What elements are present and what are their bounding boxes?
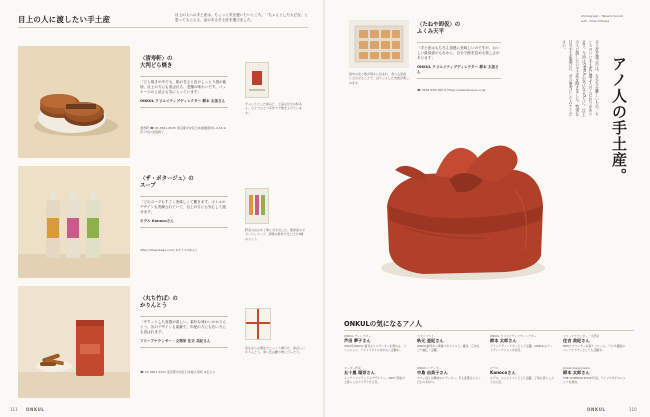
person-role: ONKUL クリエイティブディレクター	[490, 334, 537, 338]
person-bio: ブランドディレクターとして活躍。ONKULのアートディレクションを担当。	[490, 344, 553, 353]
person-role: スタイリスト	[417, 334, 434, 338]
item-3-shop: ☎ 03-3667-2411 東京都中央区日本橋人形町 ※缶入り	[140, 370, 216, 374]
item-1-shop: 清寿軒 ☎ 03-3661-0035 東京都中央区日本橋堀留町1-4-16 ※売り切れ次第終了	[140, 126, 227, 135]
person-bio: ONKUL創刊から専属スタイリスト。雑誌、広告などで幅広く活躍。	[417, 344, 480, 353]
section-title: 目上の人に渡したい手土産	[18, 15, 111, 24]
item-3-quote-text: 「ザクッとした食感が楽しい、素朴な味わいのかりんとう。缶のデザインも素敵で、年配の方にも若い方にも喜ばれます」	[140, 320, 227, 335]
right-item-side-note: 最中の皮と餡が別々に包まれ、食べる直前に合わせることで、ぱりっとした食感が楽しめます。	[349, 72, 409, 85]
person-bio: THE COMMON SHOP 代表。ライフスタイルショップを運営。	[563, 376, 626, 385]
item-2-quote	[140, 196, 228, 228]
item-3-person: フリーアナウンサー・文筆家 住吉 美紀さん	[140, 338, 211, 343]
feature-title: アノ人の手土産。	[610, 56, 628, 184]
right-item-person: ONKUL クリエイティブディレクター 柳本 太郎さん	[417, 64, 499, 74]
monaka-box-photo	[349, 20, 409, 68]
right-item-title-line-1: 〈たねや卸仮〉の	[417, 22, 461, 28]
right-item-title	[417, 22, 460, 36]
item-2-title-line-2: スープ	[140, 183, 156, 190]
left-footer-brand: ONKUL	[26, 407, 45, 412]
item-3-title-line-1: 〈丸ち竹ば〉の	[140, 296, 178, 302]
left-page-number: 111	[10, 407, 18, 412]
karinto-photo	[18, 286, 130, 398]
feature-intro-text: 手土産を選ぶのは、なかなか難しいもの。センスのいい手土産に選ぶ人のこだわりがあります。今回はONKULの気になる5人に、目上の人に渡したい手土産を聞きました。特別な日の手土産選びに、ぜひ参考にしてみてください。	[562, 40, 601, 117]
item-3-side-note: 昔ながらの製法でじっくり揚げた、香ばしいかりんとう。赤い缶は贈り物にぴったり。	[245, 346, 306, 355]
right-item-quote	[417, 42, 501, 79]
item-1-quote-text: 「どら焼きの中でも、餡の甘さと皮のしっとり感が絶妙。目上の方にも喜ばれる、老舗の味わいです。パッケージの上品さも気に入っています」	[140, 80, 227, 95]
monaka-box-illustration	[349, 20, 409, 68]
person-role: ボーダー作家	[344, 366, 361, 370]
item-3-quote	[140, 316, 228, 348]
credit-photograph: photograph : Takashi Suzuki	[581, 14, 624, 18]
person-card	[563, 366, 627, 384]
right-page	[325, 0, 650, 417]
right-item-quote-text: 「手土産はもちろん食感に美味しいのですが、おいしい最高級のもなかに、自分で餡を詰める楽しさがあります」	[417, 46, 500, 61]
item-2-side-note: 野菜の旨みを丁寧に引き出した、無添加のポタージュスープ。季節の素材で仕上げた3種のセット。	[245, 228, 306, 241]
karinto-gift-box-icon	[245, 308, 271, 340]
item-3-title-line-2: かりんとう	[140, 303, 167, 310]
potage-photo	[18, 166, 130, 278]
item-3-title	[140, 296, 178, 310]
person-card	[344, 366, 408, 384]
dorayaki-illustration	[18, 46, 130, 158]
item-1-title-line-1: 〈清寿軒〉の	[140, 56, 173, 62]
person-role: モデル	[490, 366, 499, 370]
person-role: ONKUL ディレクター	[344, 334, 371, 338]
furoshiki-wrapped-gift-illustration	[365, 110, 555, 288]
potage-bottles-illustration	[18, 166, 130, 278]
people-section-title: ONKULの気になるアノ人	[344, 320, 422, 328]
people-section-rule	[344, 330, 634, 331]
person-name: 芦田 夢子さん	[344, 338, 371, 343]
person-name: 柳本 太郎さん	[490, 338, 517, 343]
dorayaki-photo	[18, 46, 130, 158]
item-2-person: モデル Kanocoさん	[140, 218, 174, 223]
section-title-rule	[18, 27, 308, 28]
item-1-person: ONKUL クリエイティブディレクター 柳本 太郎さん	[140, 98, 226, 103]
furoshiki-photo	[365, 110, 555, 288]
photo-credit	[581, 14, 641, 23]
credit-edit: edit : Rina Ohkawa	[581, 18, 610, 23]
right-page-number: 110	[629, 407, 637, 412]
person-card	[490, 334, 554, 352]
person-bio: NHKアナウンサーを経てフリーに。ラジオ番組のパーソナリティとしても活躍中。	[563, 344, 625, 353]
item-1-title	[140, 56, 172, 70]
right-item-title-line-2: ふくみ天平	[417, 29, 444, 36]
person-card	[417, 366, 481, 384]
person-name: 中島 由美子さん	[417, 370, 448, 375]
item-2-title-line-1: 〈ザ・ポタージュ〉の	[140, 176, 194, 182]
person-bio: カフェ巡りが趣味のエディター。手土産選びにもこだわりを持つ。	[417, 376, 481, 385]
person-name: 五十嵐 瑠奈さん	[344, 370, 375, 375]
potage-box-icon	[245, 188, 269, 224]
person-bio: 2002年ONKUL 創刊よりエディターを務める。ファッション、ライフスタイルを中心に活動中。	[344, 344, 407, 353]
person-card	[490, 366, 554, 384]
karinto-can-illustration	[18, 286, 130, 398]
item-1-quote	[140, 76, 228, 108]
right-item-shop: ☎ 0120-559-160 ※ https://www.taneya.co.jp/	[417, 88, 486, 92]
person-name: 秋元 亜紀さん	[417, 338, 444, 343]
person-role: stylist design team	[563, 366, 590, 370]
item-2-shop: https://thepotage.com/ ※ボトル3本入り	[140, 248, 198, 252]
person-card	[344, 334, 408, 352]
person-name: 柳本 太郎さん	[563, 370, 590, 375]
person-bio: インテリアブランドのデザイナー。SNSで発信する暮らしのアイデアが人気。	[344, 376, 406, 385]
item-1-title-line-2: 大判どら焼き	[140, 63, 173, 70]
person-name: 住吉 美紀さん	[563, 338, 590, 343]
person-role: ONKUL エディター	[417, 366, 442, 370]
person-bio: モデル、エッセイストとして活躍。丁寧な暮らしぶりが人気。	[490, 376, 554, 385]
person-role: フリーアナウンサー・文筆家	[563, 334, 600, 338]
person-card	[563, 334, 627, 352]
lead-text: 目上の人への手土産は、ちょっと気を遣いたいところ。「ちゃんとした人だな」と思ってもらえる、品のある手土産を選びました。	[175, 13, 308, 23]
person-card	[417, 334, 481, 352]
item-2-quote-text: 「どのスープもすごく美味しくて驚きます。ボトルのデザインも洗練されていて、目上の方にも安心して渡せます」	[140, 200, 226, 215]
right-footer-brand: ONKUL	[587, 407, 606, 412]
dorayaki-package-icon	[245, 62, 269, 98]
item-1-side-note: ずっしりとした重みと、上品な甘さの粒あん。ひとつひとつ手作りで焼き上げています。	[245, 102, 303, 115]
person-name: Kanocoさん	[490, 370, 516, 375]
item-2-title	[140, 176, 194, 190]
